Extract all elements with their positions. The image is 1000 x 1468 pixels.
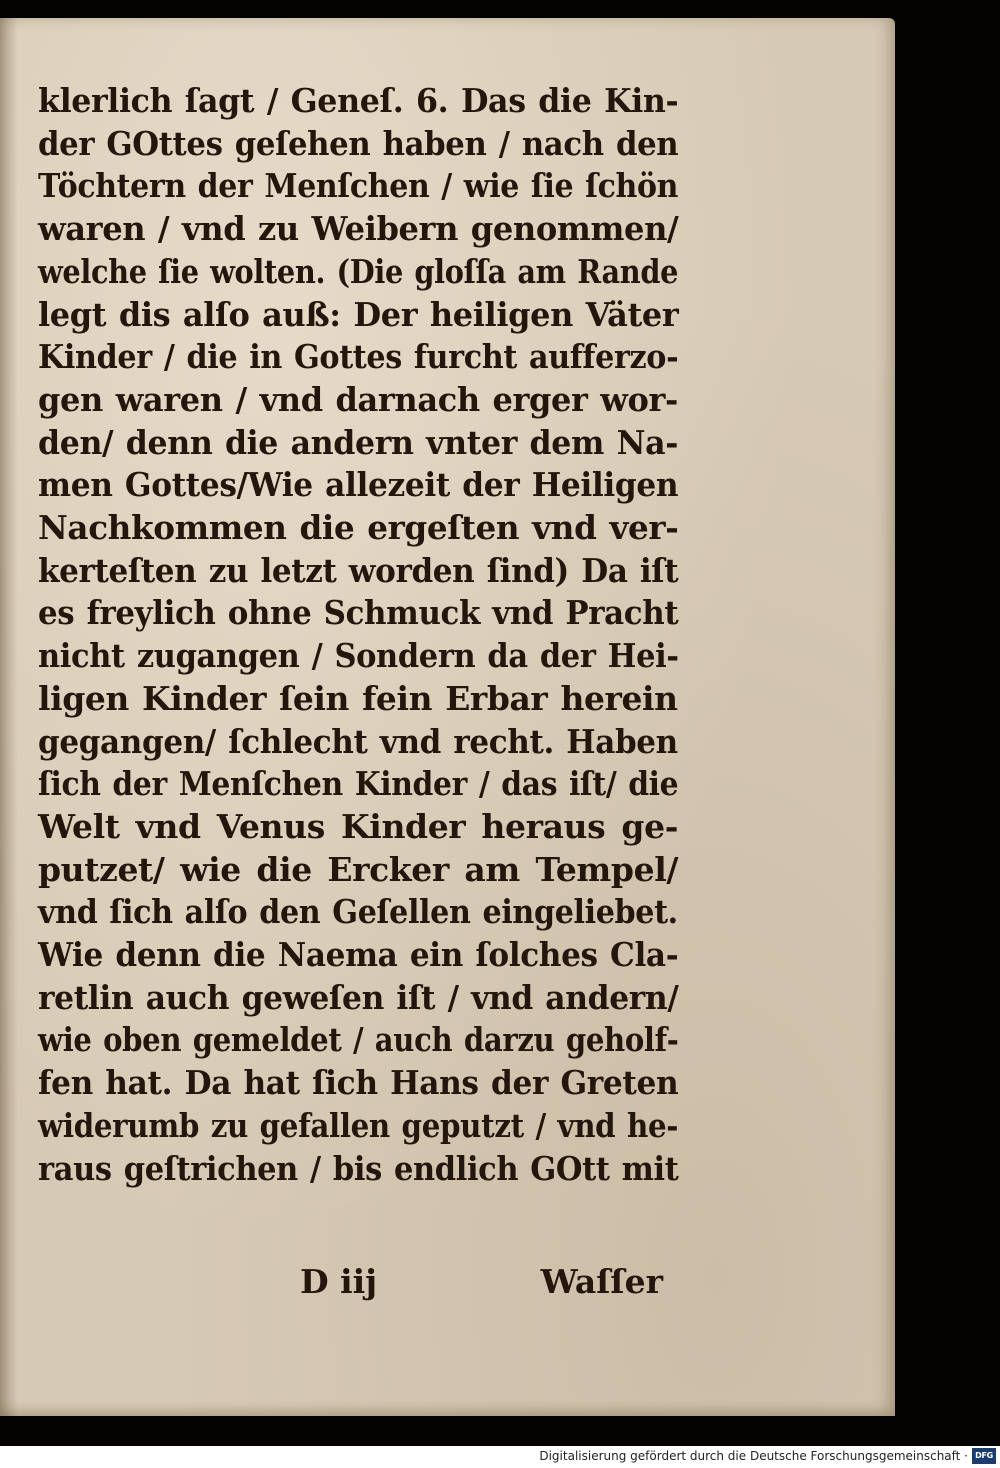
text-line: Welt vnd Venus Kinder heraus ge‑ bbox=[38, 806, 678, 846]
text-line: Töchtern der Menſchen / wie ſie ſchön bbox=[38, 166, 679, 206]
text-line: den/ denn die andern vnter dem Na‑ bbox=[38, 422, 678, 462]
text-line: legt dis alſo auß: Der heiligen Väter bbox=[38, 294, 679, 334]
text-line: welche ſie wolten. (Die gloſſa am Rande bbox=[38, 251, 679, 291]
text-line: es freylich ohne Schmuck vnd Pracht bbox=[38, 593, 679, 633]
text-line: retlin auch geweſen iſt / vnd andern/ bbox=[38, 977, 679, 1017]
text-line: widerumb zu gefallen geputzt / vnd he‑ bbox=[38, 1105, 679, 1145]
text-line: fen hat. Da hat ſich Hans der Greten bbox=[38, 1063, 679, 1103]
text-line: Nachkommen die ergeſten vnd ver‑ bbox=[38, 508, 679, 548]
text-line: men Gottes/Wie allezeit der Heiligen bbox=[38, 465, 679, 505]
text-line: Wie denn die Naema ein ſolches Cla‑ bbox=[38, 935, 679, 975]
text-line: nicht zugangen / Sondern da der Hei‑ bbox=[38, 636, 679, 676]
text-line: vnd ſich alſo den Geſellen eingeliebet. bbox=[38, 892, 678, 932]
text-line: gen waren / vnd darnach erger wor‑ bbox=[38, 379, 678, 419]
text-line: waren / vnd zu Weibern genommen/ bbox=[38, 209, 679, 249]
page-text-block bbox=[38, 80, 678, 1190]
text-line: Kinder / die in Gottes furcht aufferzo‑ bbox=[38, 337, 679, 377]
text-line: ſich der Menſchen Kinder / das iſt/ die bbox=[38, 764, 679, 804]
text-line: klerlich ſagt / Geneſ. 6. Das die Kin‑ bbox=[38, 81, 679, 120]
credit-bar bbox=[0, 1446, 1000, 1468]
text-line: gegangen/ ſchlecht vnd recht. Haben bbox=[38, 721, 678, 761]
page-footer-line bbox=[38, 1262, 663, 1306]
book-page bbox=[0, 18, 895, 1416]
signature-mark: D iij bbox=[300, 1262, 378, 1301]
text-line: wie oben gemeldet / auch darzu geholf‑ bbox=[38, 1020, 679, 1060]
catchword: Waſſer bbox=[540, 1262, 663, 1301]
text-line: der GOttes geſehen haben / nach den bbox=[38, 123, 679, 163]
page-gutter-shadow bbox=[0, 18, 18, 1416]
text-line: kerteſten zu letzt worden ſind) Da iſt bbox=[38, 550, 679, 590]
text-line: ligen Kinder ſein fein Erbar herein bbox=[38, 678, 678, 718]
text-line: raus geſtrichen / bis endlich GOtt mit bbox=[38, 1148, 679, 1188]
dfg-logo-icon: DFG bbox=[972, 1448, 996, 1464]
text-line: putzet/ wie die Ercker am Tempel/ bbox=[38, 849, 678, 889]
funding-credit: Digitalisierung gefördert durch die Deutsche Forschungsgemeinschaft · bbox=[539, 1449, 968, 1463]
